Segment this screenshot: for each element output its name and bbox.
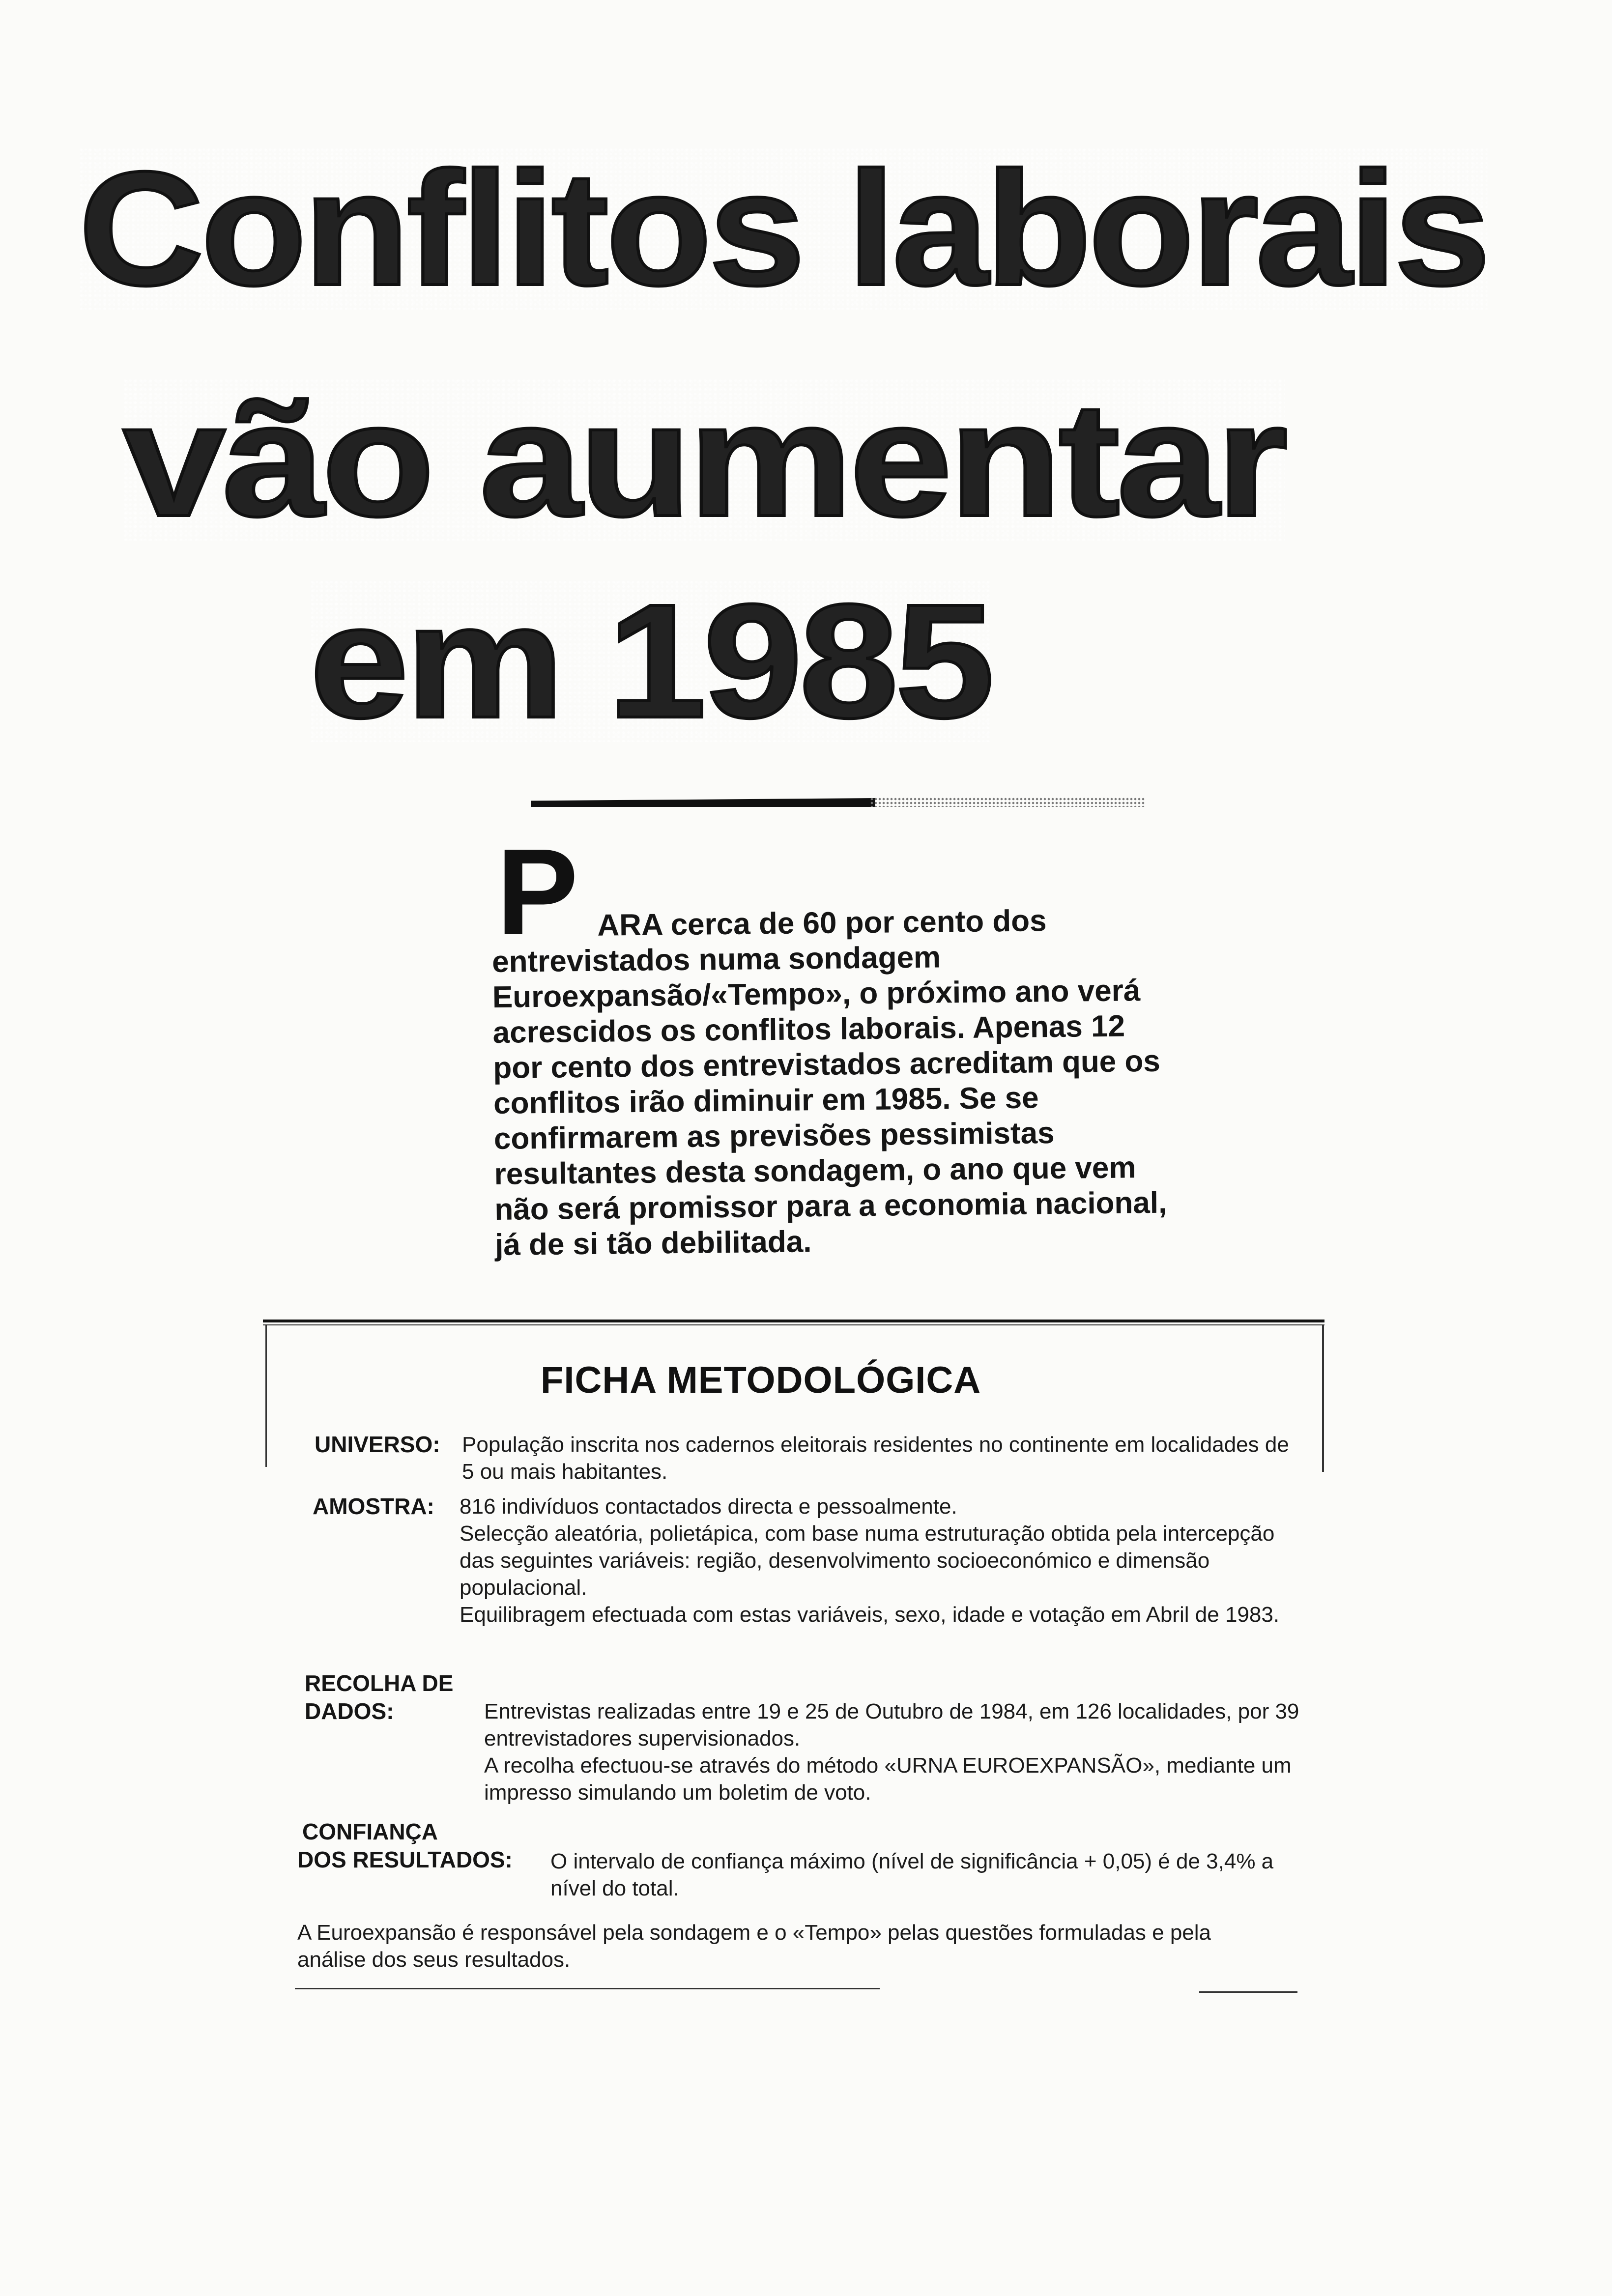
confianca-label-2: DOS RESULTADOS: xyxy=(297,1847,513,1872)
amostra-text-3: Equilibragem efectuada com estas variáveis, sexo, idade e votação em Abril de 1983. xyxy=(460,1603,1280,1627)
decorative-rule xyxy=(531,795,1145,808)
headline-line-3: em 1985 xyxy=(310,570,991,751)
recolha-text-2: A recolha efectuou-se através do método «URNA EUROEXPANSÃO», mediante um impresso simulando um boletim de voto. xyxy=(484,1753,1292,1805)
ficha-footer: A Euroexpansão é responsável pela sondagem e o «Tempo» pelas questões formuladas e pela análise dos seus resultados. xyxy=(297,1921,1211,1972)
box-top-border xyxy=(263,1320,1324,1322)
lead-body: entrevistados numa sondagem Euroexpansão/«Tempo», o próximo ano verá acrescidos os conflitos laborais. Apenas 12 por cento dos entrevistados acreditam que os conflitos irão diminuir em 1985. Se se confirmarem as previsões pessimistas resultantes desta sondagem, o ano que vem não será promissor para a economia nacional, já de si tão debilitada. xyxy=(491,940,1167,1262)
confianca-label-1: CONFIANÇA xyxy=(302,1819,438,1844)
headline-line-1: Conflitos laborais xyxy=(79,138,1488,319)
recolha-text-1: Entrevistas realizadas entre 19 e 25 de Outubro de 1984, em 126 localidades, por 39 entrevistadores supervisionados. xyxy=(484,1699,1299,1751)
amostra-text-2: Selecção aleatória, polietápica, com base numa estruturação obtida pela intercepção das seguintes variáveis: região, desenvolvimento socioeconómico e dimensão populacional. xyxy=(460,1521,1275,1600)
box-bottom-rule-left xyxy=(295,1988,880,1989)
ficha-title: FICHA METODOLÓGICA xyxy=(541,1359,981,1401)
box-left-border xyxy=(265,1324,267,1467)
recolha-label-2: DADOS: xyxy=(305,1698,394,1724)
drop-cap: P xyxy=(496,823,578,960)
lead-paragraph xyxy=(491,902,1173,1263)
headline-line-2: vão aumentar xyxy=(123,369,1285,550)
universo-label: UNIVERSO: xyxy=(315,1432,440,1457)
amostra-label: AMOSTRA: xyxy=(313,1493,434,1519)
confianca-text: O intervalo de confiança máximo (nível de significância + 0,05) é de 3,4% a nível do total. xyxy=(550,1849,1274,1900)
recolha-label-1: RECOLHA DE xyxy=(305,1670,454,1696)
universo-text: População inscrita nos cadernos eleitorais residentes no continente em localidades de 5 ou mais habitantes. xyxy=(462,1433,1289,1484)
amostra-text-1: 816 indivíduos contactados directa e pessoalmente. xyxy=(460,1494,957,1519)
box-bottom-rule-right xyxy=(1199,1991,1297,1993)
box-right-border xyxy=(1322,1324,1324,1472)
lead-first-line: ARA cerca de 60 por cento dos xyxy=(597,904,1047,943)
box-top-border-inner xyxy=(263,1324,1324,1325)
